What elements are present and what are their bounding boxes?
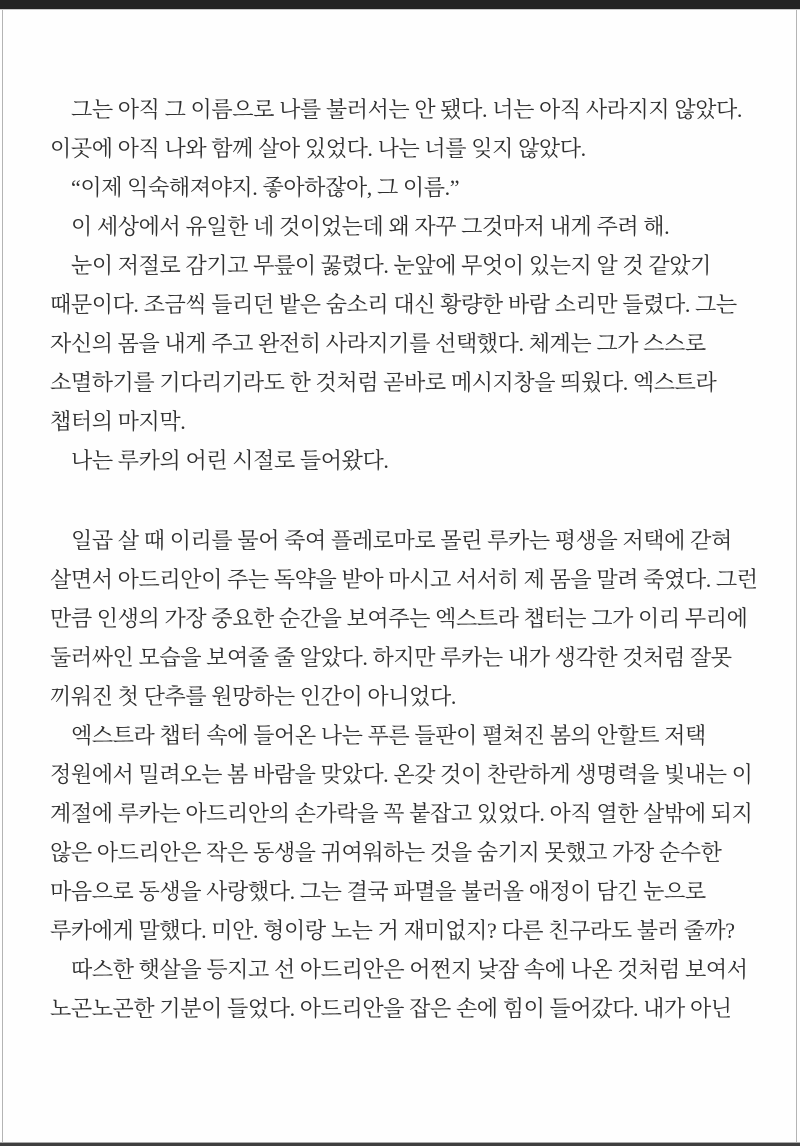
text-line: 둘러싸인 모습을 보여줄 줄 알았다. 하지만 루카는 내가 생각한 것처럼 잘못 (50, 645, 732, 670)
text-line: 챕터의 마지막. (50, 409, 186, 434)
bottom-page-border (0, 1142, 800, 1146)
left-page-border (2, 10, 3, 1142)
text-line: 이곳에 아직 나와 함께 살아 있었다. 나는 너를 잊지 않았다. (50, 136, 586, 161)
text-line: 그는 아직 그 이름으로 나를 불러서는 안 됐다. 너는 아직 사라지지 않았다. (71, 97, 743, 122)
text-line: 끼워진 첫 단추를 원망하는 인간이 아니었다. (50, 684, 456, 709)
text-line: 이 세상에서 유일한 네 것이었는데 왜 자꾸 그것마저 내게 주려 해. (71, 214, 670, 239)
text-line: 노곤노곤한 기분이 들었다. 아드리안을 잡은 손에 힘이 들어갔다. 내가 아닌 (50, 996, 732, 1021)
text-line: 따스한 햇살을 등지고 선 아드리안은 어쩐지 낮잠 속에 나온 것처럼 보여서 (71, 957, 748, 982)
text-line: 엑스트라 챕터 속에 들어온 나는 푸른 들판이 펼쳐진 봄의 안할트 저택 (71, 723, 706, 748)
right-page-border (796, 10, 797, 1142)
text-line: 루카에게 말했다. 미안. 형이랑 노는 거 재미없지? 다른 친구라도 불러 줄까? (50, 918, 735, 943)
text-line: 계절에 루카는 아드리안의 손가락을 꼭 붙잡고 있었다. 아직 열한 살밖에 되지 (50, 801, 753, 826)
text-line: 살면서 아드리안이 주는 독약을 받아 마시고 서서히 제 몸을 말려 죽였다. 그런 (50, 567, 758, 592)
paragraph-block-2 (50, 521, 762, 1028)
text-line: 일곱 살 때 이리를 물어 죽여 플레로마로 몰린 루카는 평생을 저택에 갇혀 (71, 528, 732, 553)
text-line: 만큼 인생의 가장 중요한 순간을 보여주는 엑스트라 챕터는 그가 이리 무리에 (50, 606, 748, 631)
text-line: 자신의 몸을 내게 주고 완전히 사라지기를 선택했다. 체계는 그가 스스로 (50, 331, 706, 356)
text-line: 때문이다. 조금씩 들리던 밭은 숨소리 대신 황량한 바람 소리만 들렸다. 그는 (50, 292, 737, 317)
text-line: 나는 루카의 어린 시절로 들어왔다. (71, 448, 389, 473)
text-line: 눈이 저절로 감기고 무릎이 꿇렸다. 눈앞에 무엇이 있는지 알 것 같았기 (71, 253, 711, 278)
text-line: 정원에서 밀려오는 봄 바람을 맞았다. 온갖 것이 찬란하게 생명력을 빛내는 이 (50, 762, 753, 787)
text-line: 마음으로 동생을 사랑했다. 그는 결국 파멸을 불러올 애정이 담긴 눈으로 (50, 879, 706, 904)
text-line: 소멸하기를 기다리기라도 한 것처럼 곧바로 메시지창을 띄웠다. 엑스트라 (50, 370, 717, 395)
page-text-content (50, 90, 762, 1028)
text-line: 않은 아드리안은 작은 동생을 귀여워하는 것을 숨기지 못했고 가장 순수한 (50, 840, 722, 865)
text-line: “이제 익숙해져야지. 좋아하잖아, 그 이름.” (71, 175, 460, 200)
top-window-bar (0, 0, 800, 10)
paragraph-block-1 (50, 90, 762, 480)
